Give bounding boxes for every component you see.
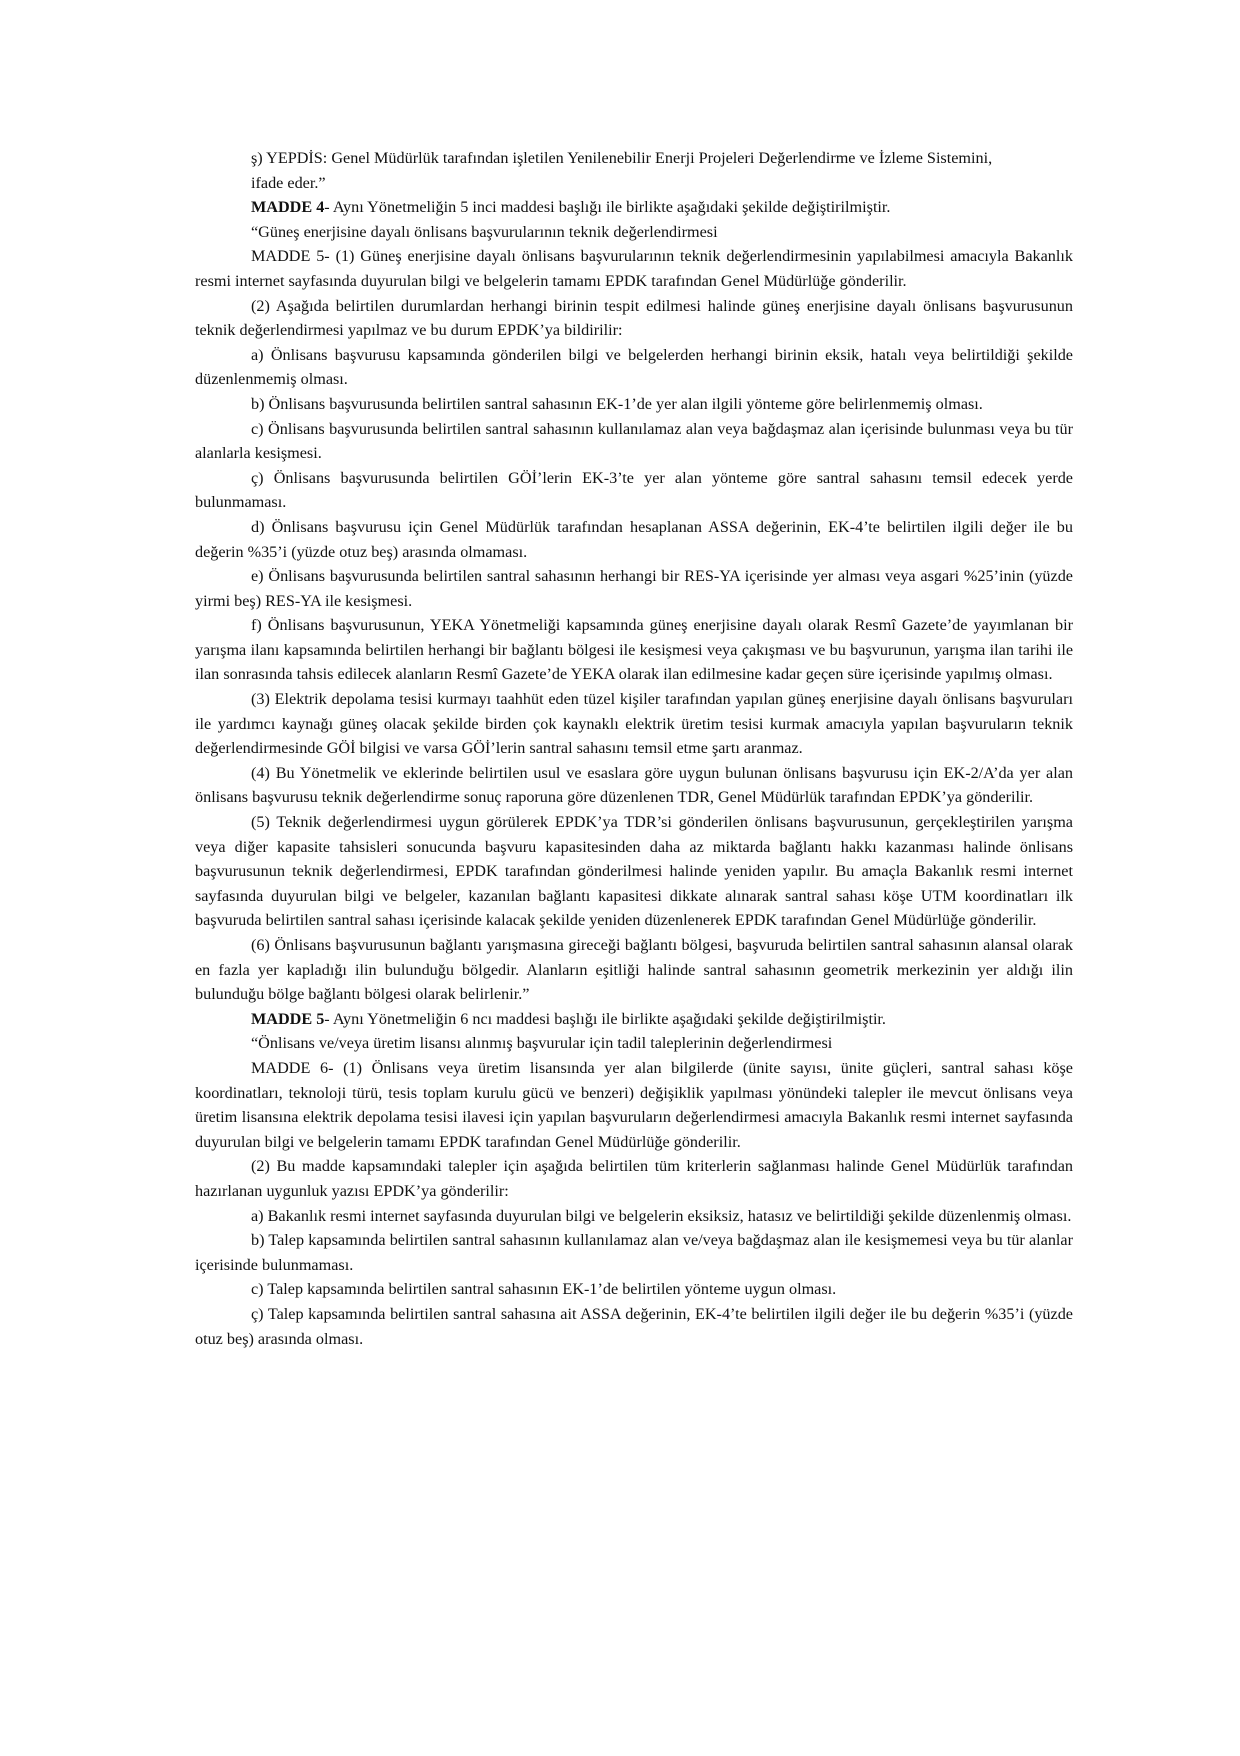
- paragraph-item-c-cedilla: ç) Önlisans başvurusunda belirtilen GÖİ’lerin EK-3’te yer alan yönteme göre santral sahasını temsil edecek yerde bulunmaması.: [195, 468, 1073, 512]
- paragraph-madde-5-5: (5) Teknik değerlendirmesi uygun görülerek EPDK’ya TDR’si gönderilen önlisans başvurusunun, gerçekleştirilen yarışma veya diğer kapasite tahsisleri sonucunda başvuru kapasitesinden daha az miktarda bağlantı hakkı kazanması halinde önlisans başvurusunun teknik değerlendirmesi, EPDK tarafından gönderilmesi halinde yeniden yapılır. Bu amaçla Bakanlık resmi internet sayfasında duyurulan bilgi ve belgeler, kazanılan bağlantı kapasitesi dikkate alınarak santral sahası köşe UTM koordinatları ilk başvuruda belirtilen santral sahası içerisinde kalacak şekilde yeniden düzenlenerek EPDK tarafından Genel Müdürlüğe gönderilir.: [195, 813, 1073, 930]
- paragraph-ifade-eder: ifade eder.”: [251, 173, 326, 192]
- paragraph-item-f: f) Önlisans başvurusunun, YEKA Yönetmeliği kapsamında güneş enerjisine dayalı olarak Resmî Gazete’de yayımlanan bir yarışma ilanı kapsamında belirtilen herhangi bir bağlantı bölgesi ile kesişmesi veya çakışması ve bu başvurunun, yarışma ilan tarihi ile ilan sonrasında tahsis edilecek alanların Resmî Gazete’de YEKA olarak ilan edilmesine kadar geçen süre içerisinde yapılmış olması.: [195, 616, 1073, 684]
- article-text: - Aynı Yönetmeliğin 6 ncı maddesi başlığı ile birlikte aşağıdaki şekilde değiştirilmiştir.: [324, 1009, 886, 1028]
- paragraph-criteria-a: a) Bakanlık resmi internet sayfasında duyurulan bilgi ve belgelerin eksiksiz, hatasız ve belirtildiği şekilde düzenlenmiş olması.: [251, 1206, 1072, 1225]
- paragraph-madde-6-1: MADDE 6- (1) Önlisans veya üretim lisansında yer alan bilgilerde (ünite sayısı, ünite güçleri, santral sahası köşe koordinatları, teknoloji türü, tesis toplam kurulu gücü ve benzeri) değişiklik yapılması yönündeki talepler ile mevcut önlisans veya üretim lisansına elektrik depolama tesisi ilavesi için yapılan başvuruların değerlendirmesi amacıyla Bakanlık resmi internet sayfasında duyurulan bilgi ve belgelerin tamamı EPDK tarafından Genel Müdürlüğe gönderilir.: [195, 1058, 1073, 1151]
- paragraph-item-b: b) Önlisans başvurusunda belirtilen santral sahasının EK-1’de yer alan ilgili yönteme göre belirlenmemiş olması.: [251, 394, 983, 413]
- article-label: MADDE 5: [251, 1009, 325, 1028]
- paragraph-madde-5-amendment: [195, 1007, 1073, 1032]
- paragraph-criteria-c: c) Talep kapsamında belirtilen santral sahasının EK-1’de belirtilen yönteme uygun olması.: [251, 1280, 837, 1299]
- paragraph-item-a: a) Önlisans başvurusu kapsamında gönderilen bilgi ve belgelerden herhangi birinin eksik, hatalı veya belirtildiği şekilde düzenlenmemiş olması.: [195, 345, 1073, 389]
- paragraph-madde-4-amendment: [195, 195, 1073, 220]
- paragraph-madde-5-1: MADDE 5- (1) Güneş enerjisine dayalı önlisans başvurularının teknik değerlendirmesinin yapılabilmesi amacıyla Bakanlık resmi internet sayfasında duyurulan bilgi ve belgelerin tamamı EPDK tarafından Genel Müdürlüğe gönderilir.: [195, 247, 1073, 290]
- paragraph-madde-5-4: (4) Bu Yönetmelik ve eklerinde belirtilen usul ve esaslara göre uygun bulunan önlisans başvurusu için EK-2/A’da yer alan önlisans başvurusu teknik değerlendirme sonuç raporuna göre düzenlenen TDR, Genel Müdürlük tarafından EPDK’ya gönderilir.: [195, 763, 1073, 807]
- paragraph-section-heading: “Güneş enerjisine dayalı önlisans başvurularının teknik değerlendirmesi: [251, 222, 718, 241]
- paragraph-madde-5-2: (2) Aşağıda belirtilen durumlardan herhangi birinin tespit edilmesi halinde güneş enerjisine dayalı önlisans başvurusunun teknik değerlendirmesi yapılmaz ve bu durum EPDK’ya bildirilir:: [195, 296, 1073, 340]
- paragraph-item-c: c) Önlisans başvurusunda belirtilen santral sahasının kullanılamaz alan veya bağdaşmaz alan içerisinde bulunması veya bu tür alanlarla kesişmesi.: [195, 419, 1073, 463]
- paragraph-item-e: e) Önlisans başvurusunda belirtilen santral sahasının herhangi bir RES-YA içerisinde yer alması veya asgari %25’inin (yüzde yirmi beş) RES-YA ile kesişmesi.: [195, 567, 1073, 610]
- paragraph-criteria-b: b) Talep kapsamında belirtilen santral sahasının kullanılamaz alan ve/veya bağdaşmaz alan ile kesişmemesi veya bu tür alanlar içerisinde bulunmaması.: [195, 1231, 1073, 1274]
- paragraph-madde-5-3: (3) Elektrik depolama tesisi kurmayı taahhüt eden tüzel kişiler tarafından yapılan güneş enerjisine dayalı önlisans başvuruları ile yardımcı kaynağı güneş olacak şekilde birden çok kaynaklı elektrik üretim tesisi kurmak amacıyla yapılan başvuruların teknik değerlendirmesinde GÖİ bilgisi ve varsa GÖİ’lerin santral sahasını temsil etme şartı aranmaz.: [195, 690, 1073, 758]
- paragraph-madde-5-6: (6) Önlisans başvurusunun bağlantı yarışmasına gireceği bağlantı bölgesi, başvuruda belirtilen santral sahasının alansal olarak en fazla yer kapladığı ilin bulunduğu bölgedir. Alanların eşitliği halinde santral sahasının geometrik merkezinin yer aldığı ilin bulunduğu bölge bağlantı bölgesi olarak belirlenir.”: [195, 936, 1073, 1004]
- paragraph-section-heading-2: “Önlisans ve/veya üretim lisansı alınmış başvurular için tadil taleplerinin değerlendirmesi: [251, 1034, 833, 1053]
- paragraph-madde-6-2: (2) Bu madde kapsamındaki talepler için aşağıda belirtilen tüm kriterlerin sağlanması halinde Genel Müdürlük tarafından hazırlanan uygunluk yazısı EPDK’ya gönderilir:: [195, 1157, 1073, 1200]
- paragraph-item-d: d) Önlisans başvurusu için Genel Müdürlük tarafından hesaplanan ASSA değerinin, EK-4’te belirtilen ilgili değer ile bu değerin %35’i (yüzde otuz beş) arasında olmaması.: [195, 517, 1073, 561]
- article-text: - Aynı Yönetmeliğin 5 inci maddesi başlığı ile birlikte aşağıdaki şekilde değiştirilmiştir.: [324, 198, 891, 217]
- article-label: MADDE 4: [251, 198, 325, 217]
- paragraph-criteria-c-cedilla: ç) Talep kapsamında belirtilen santral sahasına ait ASSA değerinin, EK-4’te belirtilen ilgili değer ile bu değerin %35’i (yüzde otuz beş) arasında olması.: [195, 1304, 1073, 1348]
- paragraph-yepdis-definition: ş) YEPDİS: Genel Müdürlük tarafından işletilen Yenilenebilir Enerji Projeleri Değerlendirme ve İzleme Sistemini,: [251, 149, 993, 167]
- document-page: [195, 146, 1073, 1351]
